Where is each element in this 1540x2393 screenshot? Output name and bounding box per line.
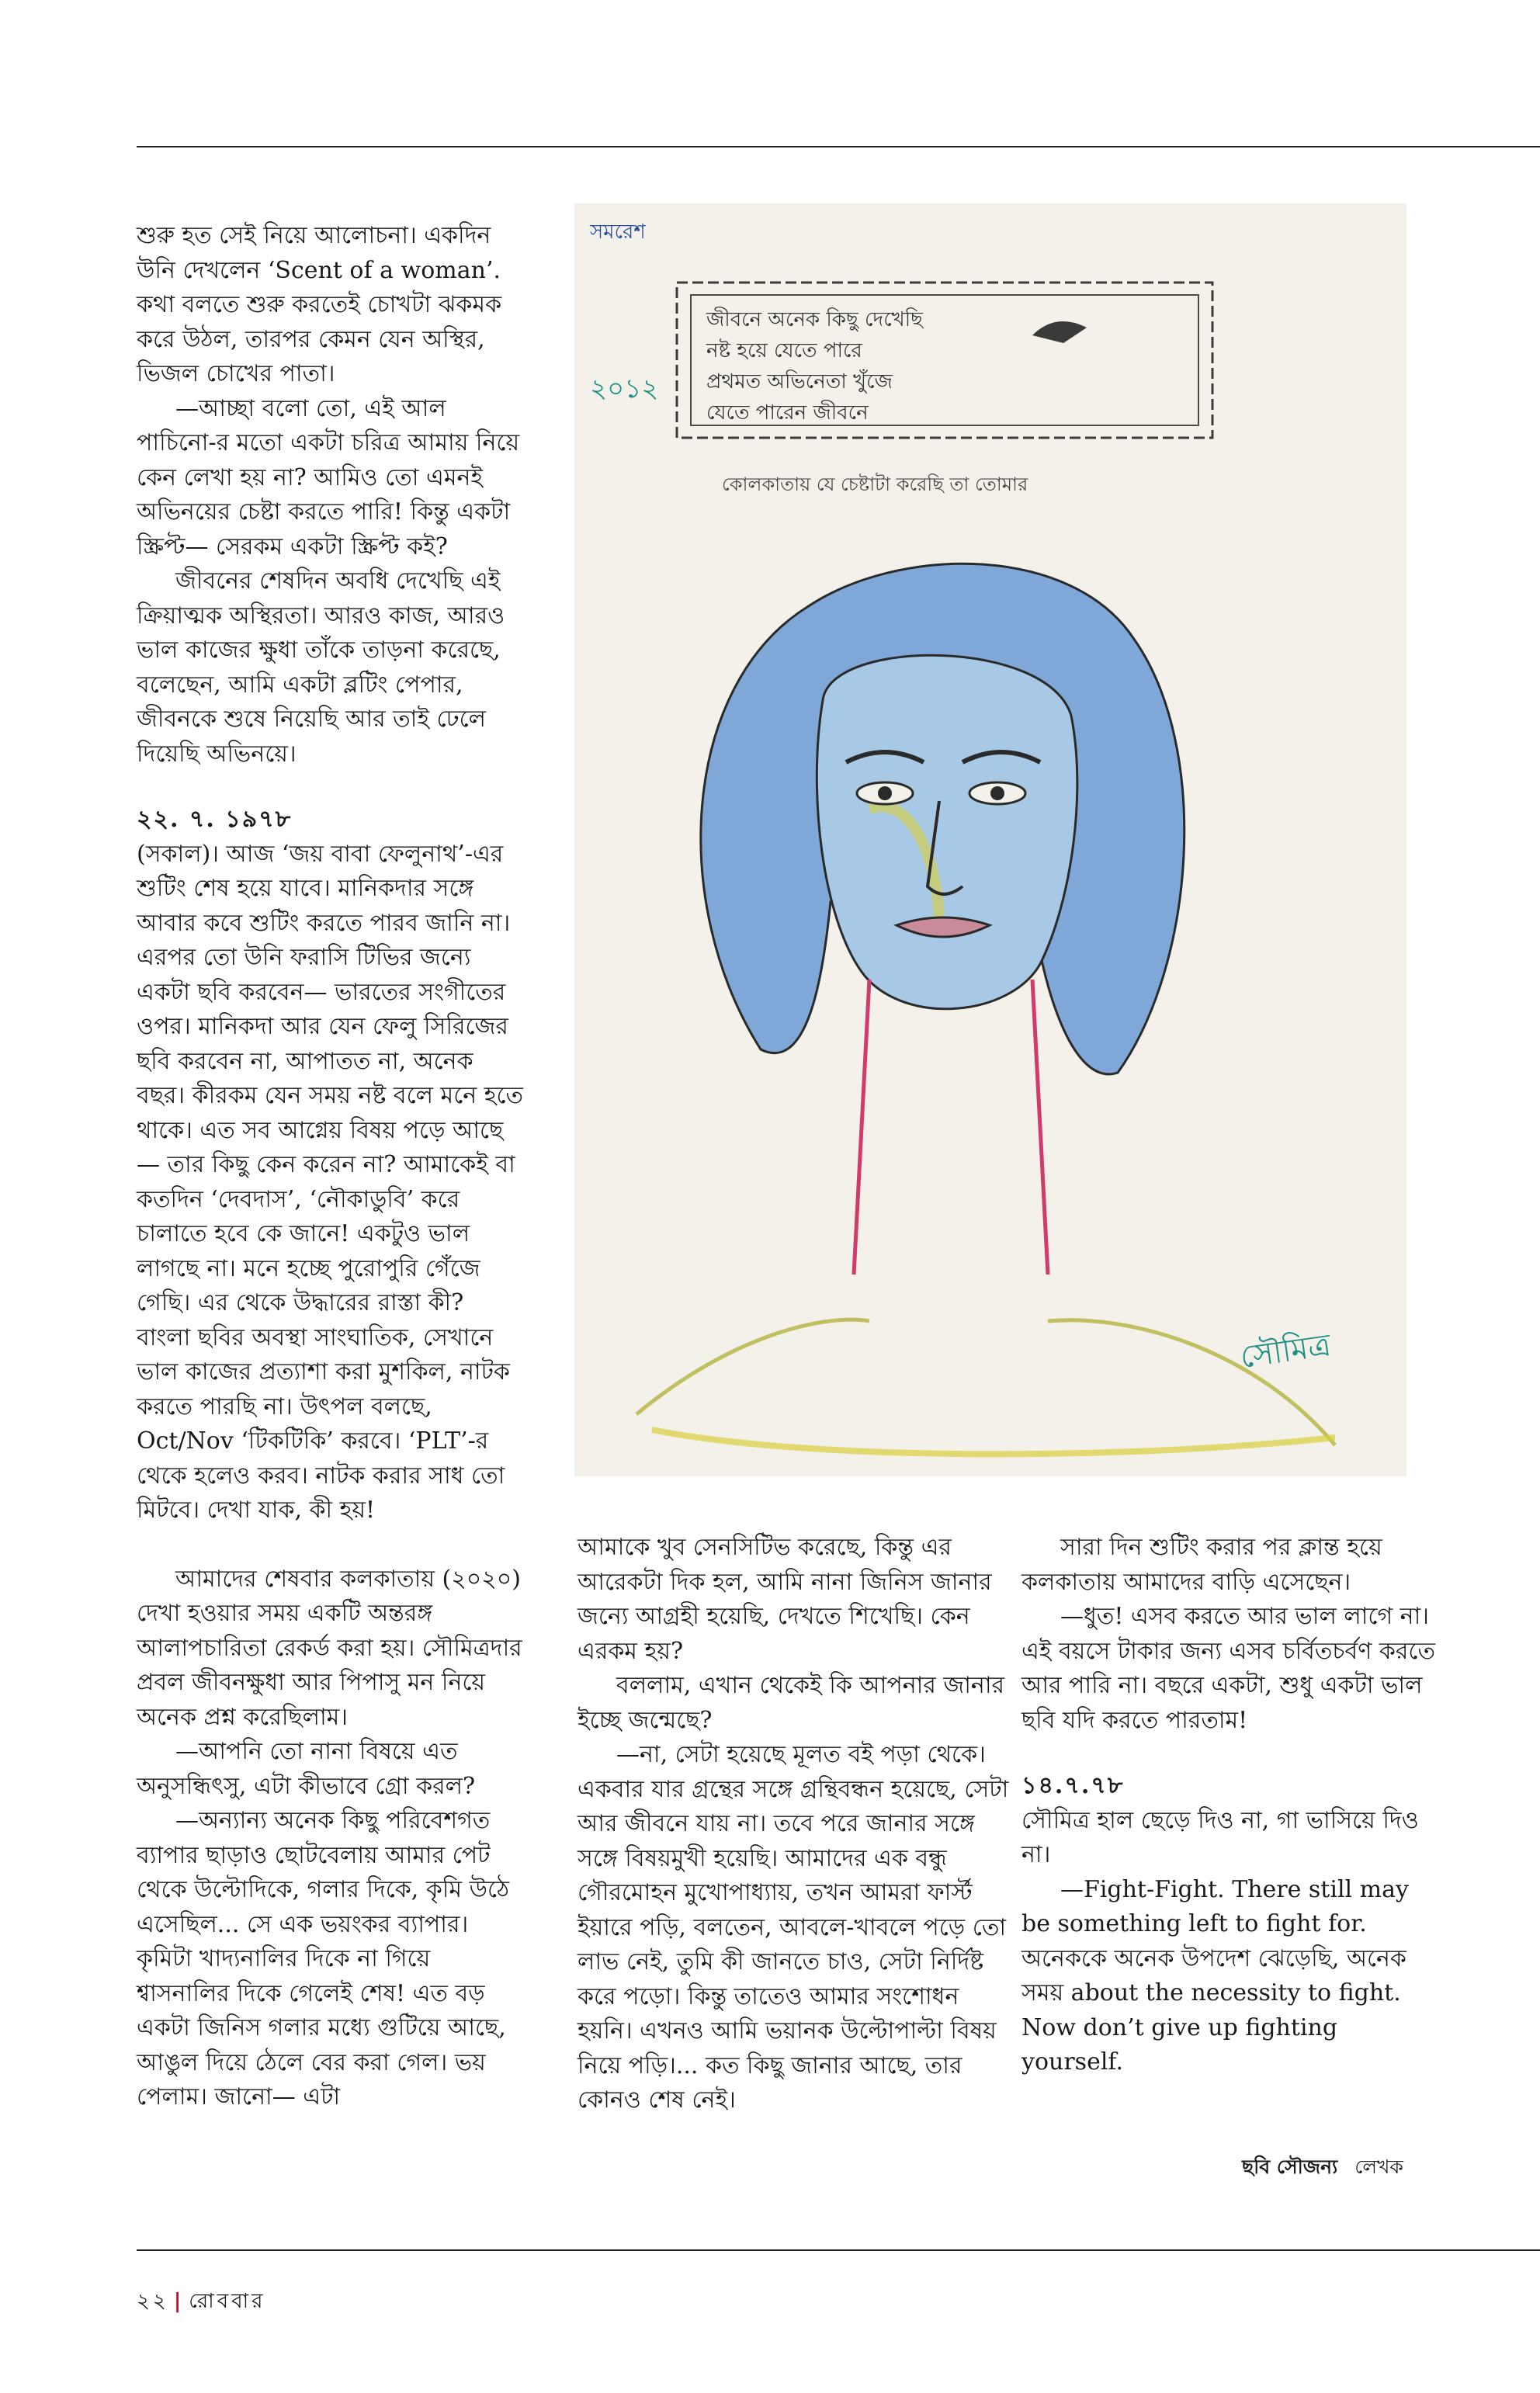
- left-para-6: —আপনি তো নানা বিষয়ে এত অনুসন্ধিৎসু, এটা কীভাবে গ্রো করল?: [137, 1738, 476, 1800]
- left-para-7: —অন্যান্য অনেক কিছু পরিবেশগত ব্যাপার ছাড়াও ছোটবেলায় আমার পেট থেকে উল্টোদিকে, গলার দিকে, কৃমি উঠে এসেছিল... সে এক ভয়ংকর ব্যাপার। কৃমিটা খাদ্যনালির দিকে না গিয়ে শ্বাসনালির দিকে গেলেই শেষ! এত বড় একটা জিনিস গলার মধ্যে গুটিয়ে আছে, আঙুল দিয়ে ঠেলে বের করা গেল। ভয় পেলাম। জানো— এটা: [137, 1807, 510, 2110]
- left-para-1: শুরু হত সেই নিয়ে আলোচনা। একদিন উনি দেখলেন ‘Scent of a woman’. কথা বলতে শুরু করতেই চোখটা ঝকমক করে উঠল, তারপর কেমন যেন অস্থির, ভিজল চোখের পাতা।: [137, 222, 502, 387]
- sketch-note-line-3: প্রথমত অভিনেতা খুঁজে: [706, 370, 893, 394]
- sketch-signature: সৌমিত্র: [1237, 1327, 1334, 1375]
- left-para-3: জীবনের শেষদিন অবধি দেখেছি এই ক্রিয়াত্মক অস্থিরতা। আরও কাজ, আরও ভাল কাজের ক্ষুধা তাঁকে তাড়না করেছে, বলেছেন, আমি একটা ব্লটিং পেপার, জীবনকে শুষে নিয়েছি আর তাই ঢেলে দিয়েছি অভিনয়ে।: [137, 567, 505, 768]
- page-footer: [137, 2285, 265, 2319]
- top-rule: [137, 146, 1540, 147]
- middle-para-3: —না, সেটা হয়েছে মূলত বই পড়া থেকে। একবার যার গ্রন্থের সঙ্গে গ্রন্থিবন্ধন হয়েছে, সেটা আর জীবনে যায় না। তবে পরে জানার সঙ্গে সঙ্গে বিষয়মুখী হয়েছি। আমাদের এক বন্ধু গৌরমোহন মুখোপাধ্যায়, তখন আমরা ফার্স্ট ইয়ারে পড়ি, বলতেন, আবলে-খাবলে পড়ে তো লাভ নেই, তুমি কী জানতে চাও, সেটা নির্দিষ্ট করে পড়ো। কিন্তু তাতেও আমার সংশোধন হয়নি। এখনও আমি ভয়ানক উল্টোপাল্টা বিষয় নিয়ে পড়ি।... কত কিছু জানার আছে, তার কোনও শেষ নেই।: [578, 1741, 1009, 2114]
- magazine-name: রোববার: [189, 2290, 266, 2313]
- portrait-sketch: [574, 203, 1406, 1476]
- right-para-2: —ধুত! এসব করতে আর ভাল লাগে না। এই বয়সে টাকার জন্য এসব চর্বিতচর্বণ করতে আর পারি না। বছরে একটা, শুধু একটা ভাল ছবি যদি করতে পারতাম!: [1021, 1603, 1435, 1734]
- right-para-3: সৌমিত্র হাল ছেড়ে দিও না, গা ভাসিয়ে দিও না।: [1021, 1806, 1419, 1868]
- sketch-note-line-1: জীবনে অনেক কিছু দেখেছি: [706, 308, 923, 331]
- diary-date-2: ১৪.৭.৭৮: [1021, 1772, 1125, 1799]
- bottom-rule: [137, 2249, 1540, 2251]
- sketch-note-line-2: নষ্ট হয়ে যেতে পারে: [706, 339, 862, 362]
- photo-credit-value: লেখক: [1354, 2155, 1403, 2178]
- middle-para-2: বললাম, এখান থেকেই কি আপনার জানার ইচ্ছে জন্মেছে?: [578, 1672, 1005, 1734]
- right-para-1: সারা দিন শুটিং করার পর ক্লান্ত হয়ে কলকাতায় আমাদের বাড়ি এসেছেন।: [1021, 1534, 1382, 1596]
- right-para-4: —Fight-Fight. There still may be something left to fight for. অনেককে অনেক উপদেশ ঝেড়েছি, অনেক সময় about the necessity to fight. Now don’t give up fighting yourself.: [1021, 1875, 1409, 2076]
- photo-credit-label: ছবি সৌজন্য: [1242, 2155, 1338, 2178]
- middle-para-1: আমাকে খুব সেনসিটিভ করেছে, কিন্তু এর আরেকটা দিক হল, আমি নানা জিনিস জানার জন্যে আগ্রহী হয়েছি, দেখতে শিখেছি। কেন এরকম হয়?: [578, 1534, 992, 1665]
- sketch-number: ২০১২: [590, 373, 659, 404]
- sketch-top-label: সমরেশ: [590, 220, 646, 244]
- sketch-bottom-line: কোলকাতায় যে চেষ্টাটা করেছি তা তোমার: [722, 473, 1028, 495]
- right-column: [1021, 1531, 1441, 2080]
- middle-column: [578, 1531, 1012, 2118]
- footer-divider: |: [173, 2290, 185, 2313]
- sketch-left-pupil: [878, 786, 892, 800]
- left-column: [137, 219, 525, 2115]
- left-para-4: (সকাল)। আজ ‘জয় বাবা ফেলুনাথ’-এর শুটিং শেষ হয়ে যাবে। মানিকদার সঙ্গে আবার কবে শুটিং করতে পারব জানি না। এরপর তো উনি ফরাসি টিভির জন্যে একটা ছবি করবেন— ভারতের সংগীতের ওপর। মানিকদা আর যেন ফেলু সিরিজের ছবি করবেন না, আপাতত না, অনেক বছর। কীরকম যেন সময় নষ্ট বলে মনে হতে থাকে। এত সব আগ্নেয় বিষয় পড়ে আছে— তার কিছু কেন করেন না? আমাকেই বা কতদিন ‘দেবদাস’, ‘নৌকাডুবি’ করে চালাতে হবে কে জানে! একটুও ভাল লাগছে না। মনে হচ্ছে পুরোপুরি গেঁজে গেছি। এর থেকে উদ্ধারের রাস্তা কী? বাংলা ছবির অবস্থা সাংঘাতিক, সেখানে ভাল কাজের প্রত্যাশা করা মুশকিল, নাটক করতে পারছি না। উৎপল বলছে, Oct/Nov ‘টিকটিকি’ করবে। ‘PLT’-র থেকে হলেও করব। নাটক করার সাধ তো মিটবে। দেখা যাক, কী হয়!: [137, 840, 524, 1524]
- diary-date-1: ২২. ৭. ১৯৭৮: [137, 806, 293, 833]
- sketch-note-line-4: যেতে পারেন জীবনে: [706, 401, 869, 425]
- page-number: ২২: [137, 2290, 169, 2313]
- sketch-right-pupil: [990, 786, 1004, 800]
- left-para-2: —আচ্ছা বলো তো, এই আল পাচিনো-র মতো একটা চরিত্র আমায় নিয়ে কেন লেখা হয় না? আমিও তো এমনই অভিনয়ের চেষ্টা করতে পারি! কিন্তু একটা স্ক্রিপ্ট— সেরকম একটা স্ক্রিপ্ট কই?: [137, 394, 520, 560]
- sketch-face: [817, 655, 1077, 1008]
- photo-credit: [1242, 2152, 1403, 2185]
- left-para-5: আমাদের শেষবার কলকাতায় (২০২০) দেখা হওয়ার সময় একটি অন্তরঙ্গ আলাপচারিতা রেকর্ড করা হয়। সৌমিত্রদার প্রবল জীবনক্ষুধা আর পিপাসু মন নিয়ে অনেক প্রশ্ন করেছিলাম।: [137, 1565, 522, 1731]
